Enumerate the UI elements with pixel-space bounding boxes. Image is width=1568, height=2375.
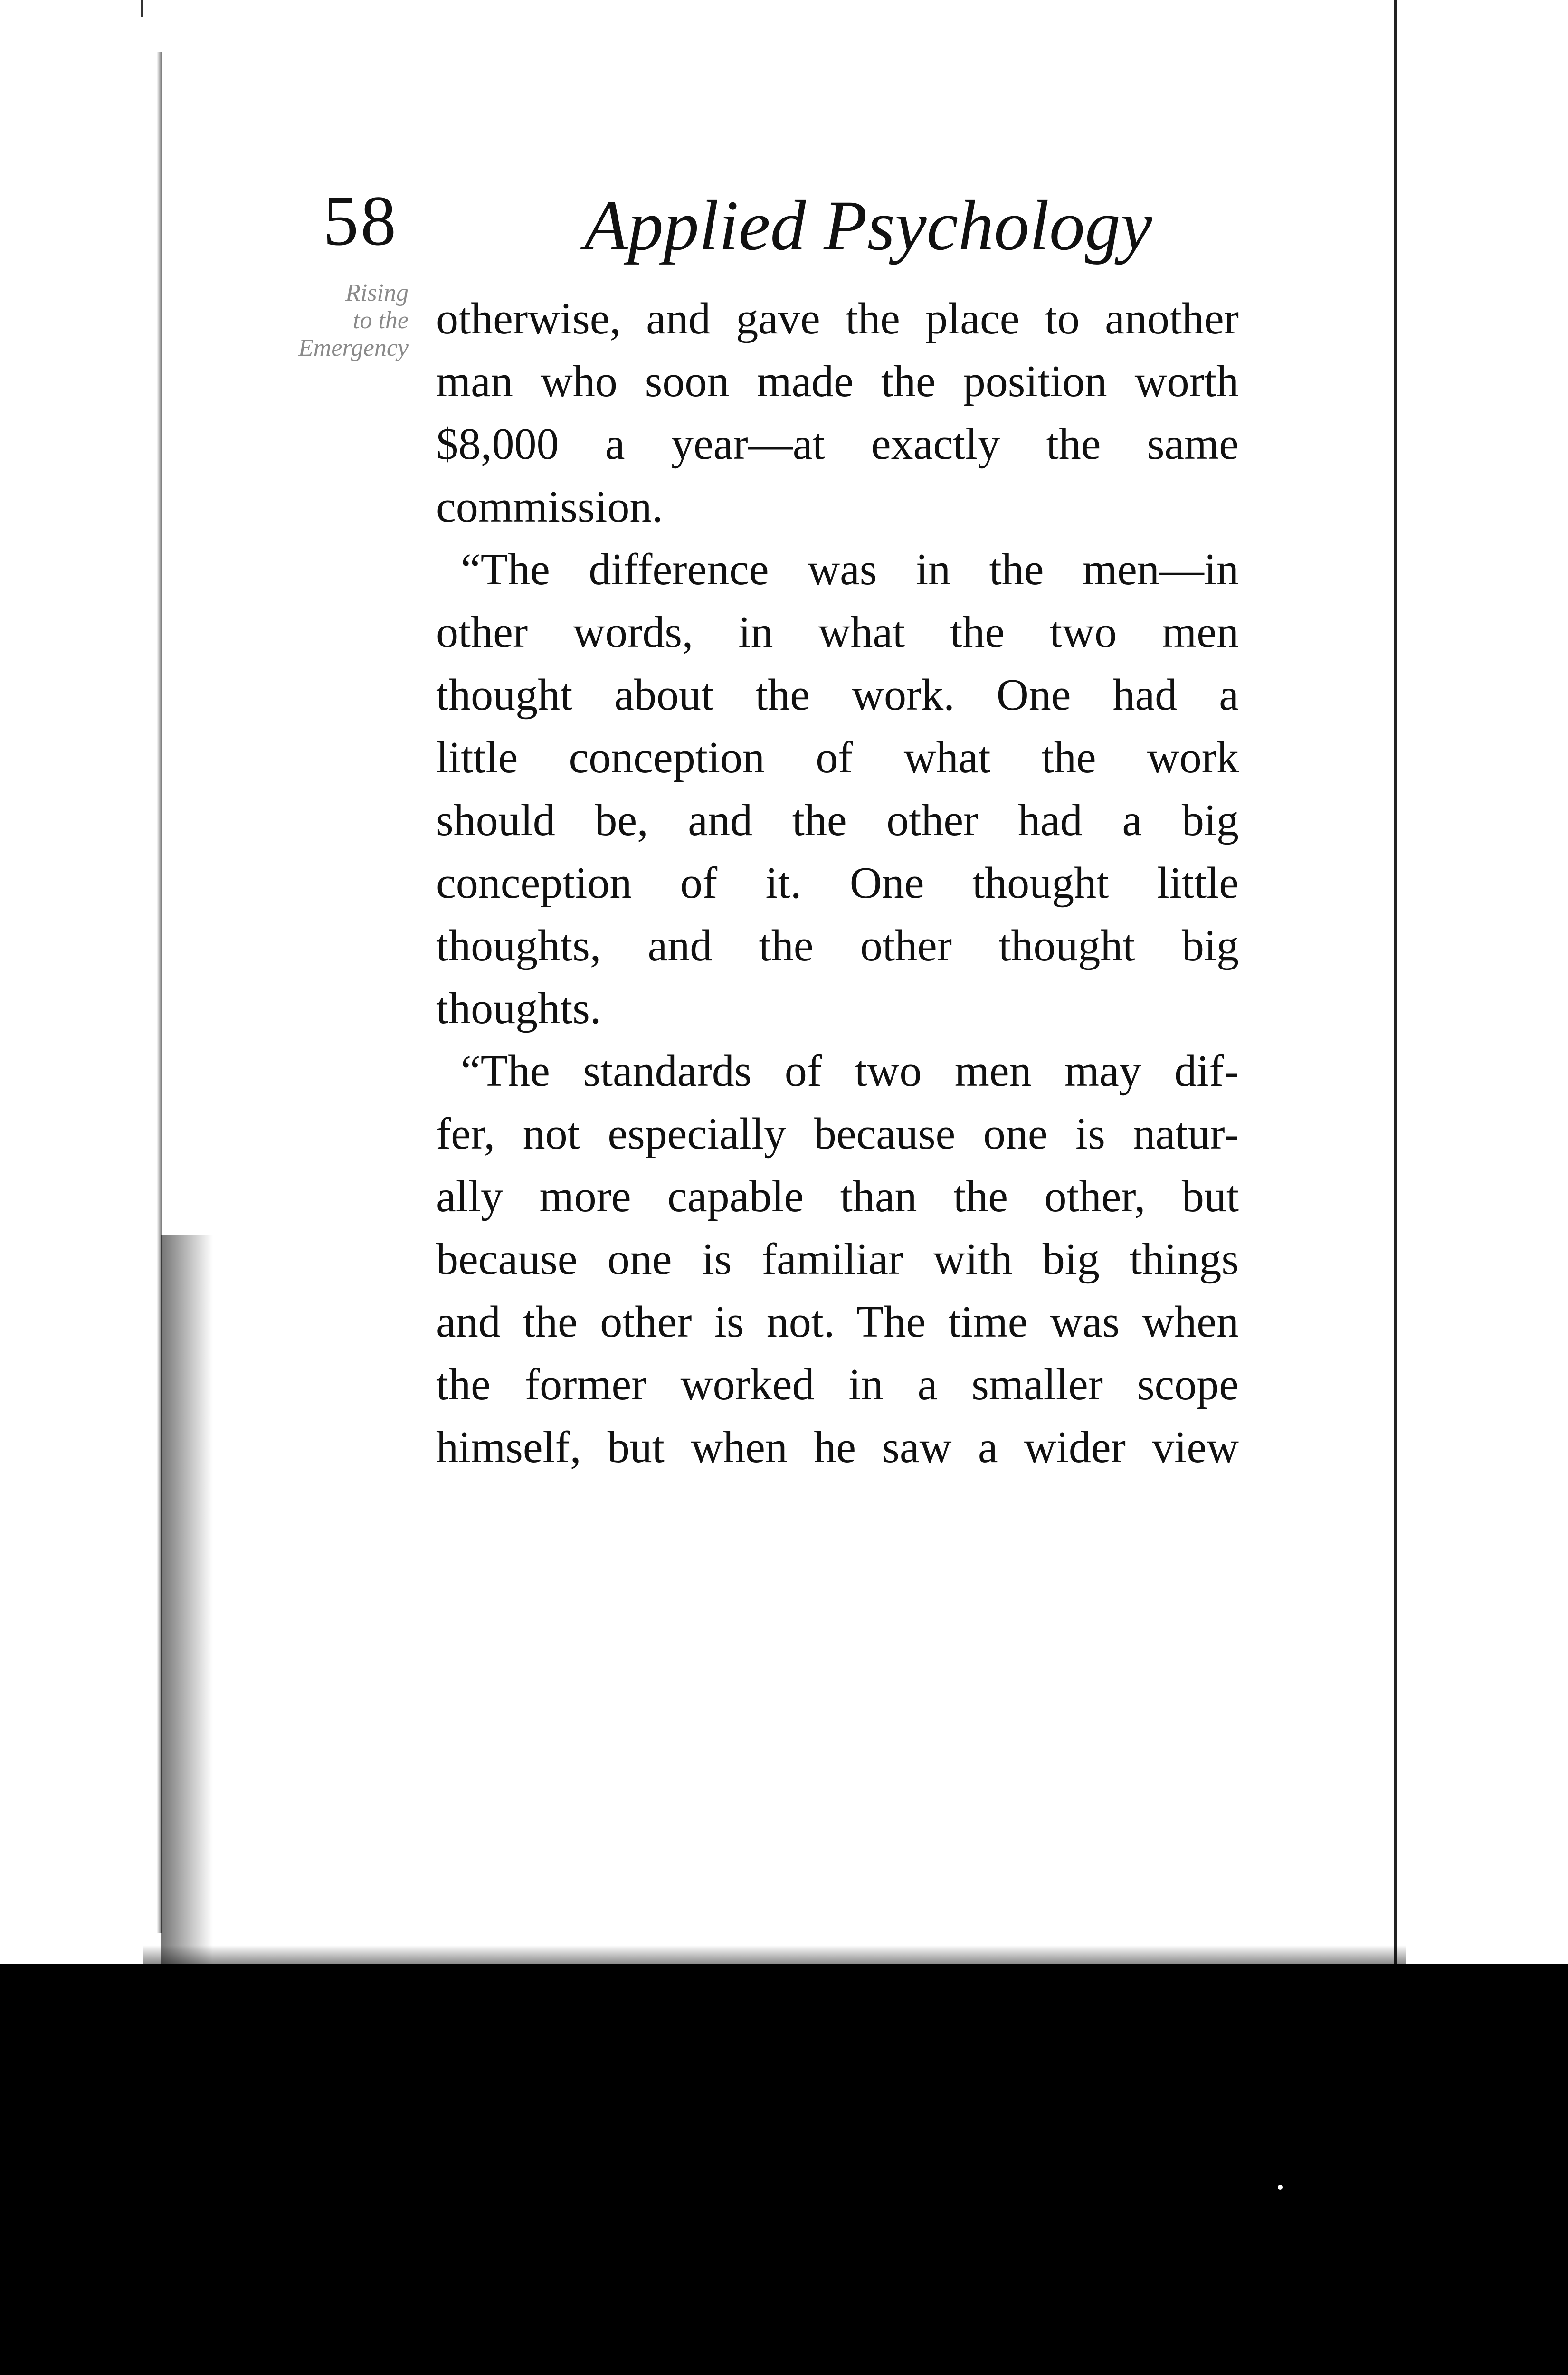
body-text	[436, 287, 1239, 1479]
text-line: otherwise, and gave the place to another	[436, 294, 1239, 343]
text-line: “The difference was in the men—in	[461, 545, 1239, 594]
text-line: other words, in what the two men	[436, 608, 1239, 657]
text-line: commission.	[436, 482, 663, 532]
spine-shadow	[161, 1235, 213, 1976]
margin-note	[266, 279, 409, 362]
text-line: $8,000 a year—at exactly the same	[436, 419, 1239, 469]
margin-note-line: Emergency	[298, 334, 409, 361]
text-line: should be, and the other had a big	[436, 796, 1239, 845]
text-line: conception of it. One thought little	[436, 858, 1239, 908]
text-line: thoughts.	[436, 984, 601, 1033]
text-line: the former worked in a smaller scope	[436, 1360, 1239, 1409]
text-line: thought about the work. One had a	[436, 670, 1239, 720]
margin-note-line: Rising	[345, 279, 409, 306]
text-line: fer, not especially because one is natur-	[436, 1109, 1239, 1159]
text-line: and the other is not. The time was when	[436, 1297, 1239, 1347]
page-number: 58	[323, 181, 398, 260]
scan-black-band	[0, 1964, 1568, 2375]
text-line: because one is familiar with big things	[436, 1235, 1239, 1284]
text-line: thoughts, and the other thought big	[436, 921, 1239, 970]
margin-note-line: to the	[353, 307, 409, 334]
scan-artifact-mark	[141, 0, 143, 17]
text-line: man who soon made the position worth	[436, 357, 1239, 406]
dust-speck	[1278, 2185, 1283, 2190]
text-line: little conception of what the work	[436, 733, 1239, 782]
text-line: ally more capable than the other, but	[436, 1172, 1239, 1221]
running-head: Applied Psychology	[584, 186, 1152, 265]
text-line: himself, but when he saw a wider view	[436, 1423, 1239, 1472]
page-right-edge	[1394, 0, 1397, 1971]
text-line: “The standards of two men may dif-	[461, 1046, 1239, 1096]
